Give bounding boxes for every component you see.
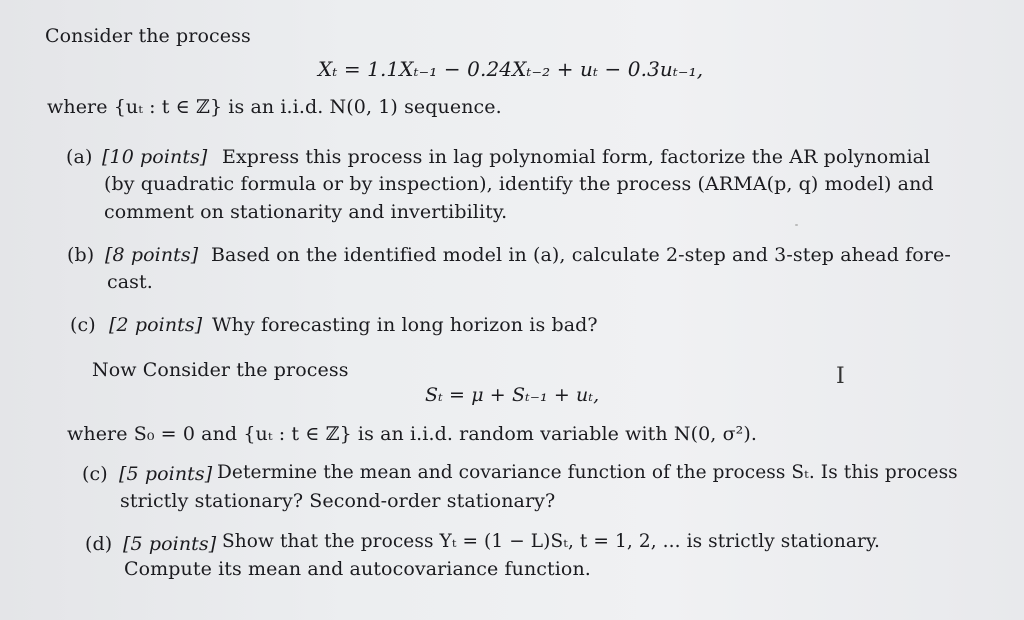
part-c2-line-1: Determine the mean and covariance function of the process Sₜ. Is this process bbox=[217, 462, 958, 483]
part-c1-points: [2 points] bbox=[109, 314, 203, 336]
part-b-line-1: Based on the identified model in (a), calculate 2-step and 3-step ahead fore- bbox=[211, 244, 951, 266]
intro-where-line: where {uₜ : t ∈ ℤ} is an i.i.d. N(0, 1) sequence. bbox=[47, 96, 502, 118]
second-heading: Now Consider the process bbox=[92, 359, 349, 381]
part-c1-label: (c) bbox=[70, 314, 96, 336]
part-b-label: (b) bbox=[67, 244, 95, 266]
second-where-line: where S₀ = 0 and {uₜ : t ∈ ℤ} is an i.i.d. random variable with N(0, σ²). bbox=[67, 423, 758, 445]
random-walk-equation: Sₜ = μ + Sₜ₋₁ + uₜ, bbox=[425, 384, 600, 406]
part-c1-line-1: Why forecasting in long horizon is bad? bbox=[212, 314, 598, 336]
part-a-line-1: Express this process in lag polynomial form, factorize the AR polynomial bbox=[222, 146, 931, 168]
part-b-points: [8 points] bbox=[105, 244, 199, 266]
part-c2-points: [5 points] bbox=[119, 463, 213, 485]
paper-speck bbox=[795, 224, 798, 226]
arma-equation: Xₜ = 1.1Xₜ₋₁ − 0.24Xₜ₋₂ + uₜ − 0.3uₜ₋₁, bbox=[318, 57, 704, 81]
part-d-line-2: Compute its mean and autocovariance function. bbox=[124, 558, 591, 580]
part-c2-label: (c) bbox=[82, 463, 108, 485]
part-b-line-2: cast. bbox=[107, 271, 153, 293]
part-a-line-3: comment on stationarity and invertibility. bbox=[104, 201, 508, 223]
part-d-points: [5 points] bbox=[123, 533, 217, 555]
part-a-points: [10 points] bbox=[102, 146, 208, 168]
part-d-line-1: Show that the process Yₜ = (1 − L)Sₜ, t = 1, 2, ... is strictly stationary. bbox=[222, 531, 881, 552]
part-a-line-2: (by quadratic formula or by inspection), identify the process (ARMA(p, q) model) and bbox=[104, 173, 934, 195]
part-c2-line-2: strictly stationary? Second-order stationary? bbox=[120, 490, 556, 512]
text-cursor-icon: I bbox=[836, 364, 845, 389]
part-a-label: (a) bbox=[66, 146, 93, 168]
intro-heading: Consider the process bbox=[45, 25, 251, 47]
part-d-label: (d) bbox=[85, 533, 113, 555]
